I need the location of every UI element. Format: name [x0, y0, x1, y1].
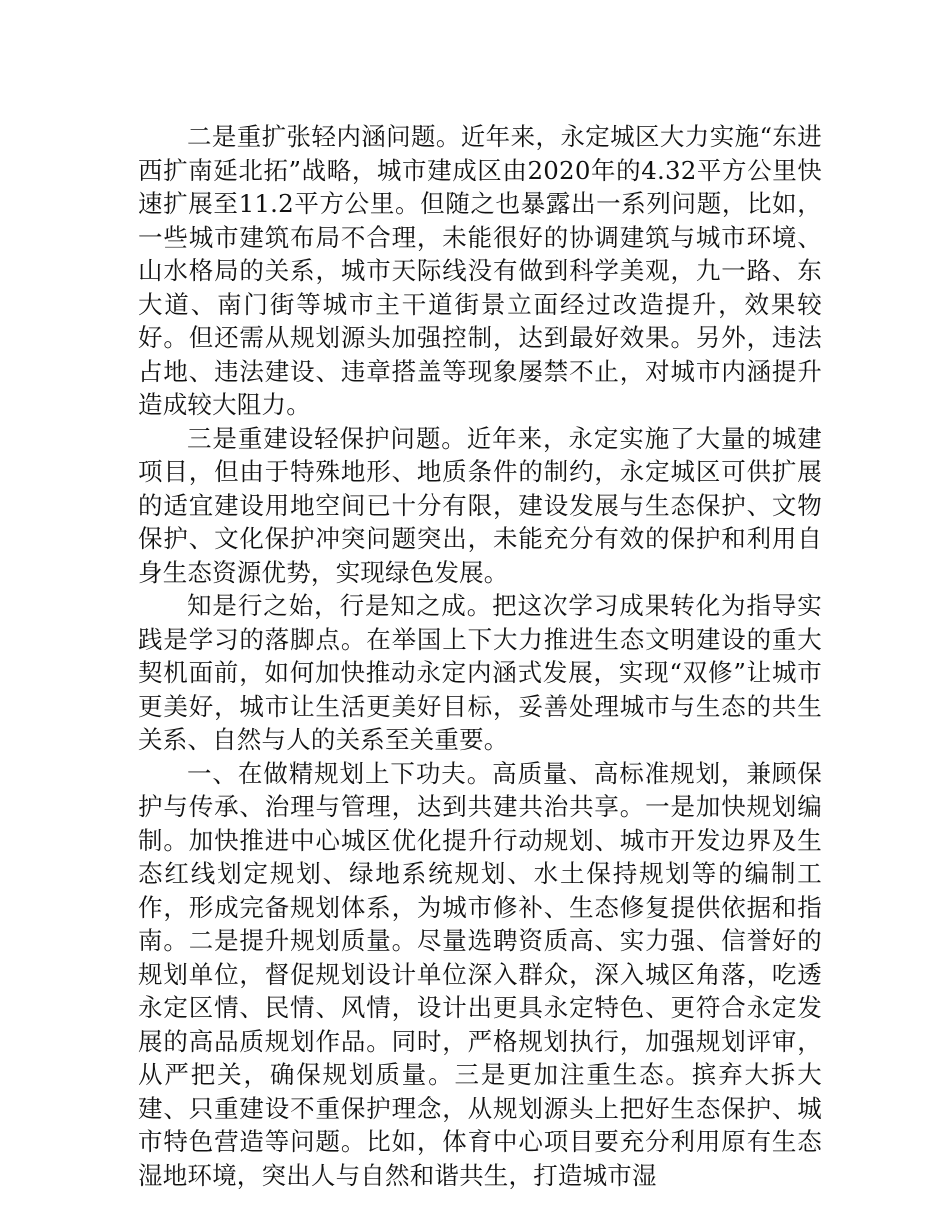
paragraph-expansion-vs-connotation: 二是重扩张轻内涵问题。近年来，永定城区大力实施“东进西扩南延北拓”战略，城市建成区由2020年的4.32平方公里快速扩展至11.2平方公里。但随之也暴露出一系列问题，比如，一些城市建筑布局不合理，未能很好的协调建筑与城市环境、山水格局的关系，城市天际线没有做到科学美观，九一路、东大道、南门街等城市主干道街景立面经过改造提升，效果较好。但还需从规划源头加强控制，达到最好效果。另外，违法占地、违法建设、违章搭盖等现象屡禁不止，对城市内涵提升造成较大阻力。	[138, 122, 822, 419]
paragraph-refined-planning: 一、在做精规划上下功夫。高质量、高标准规划，兼顾保护与传承、治理与管理，达到共建共治共享。一是加快规划编制。加快推进中心城区优化提升行动规划、城市开发边界及生态红线划定规划、绿地系统规划、水土保持规划等的编制工作，形成完备规划体系，为城市修补、生态修复提供依据和指南。二是提升规划质量。尽量选聘资质高、实力强、信誉好的规划单位，督促规划设计单位深入群众，深入城区角落，吃透永定区情、民情、风情，设计出更具永定特色、更符合永定发展的高品质规划作品。同时，严格规划执行，加强规划评审，从严把关，确保规划质量。三是更加注重生态。摈弃大拆大建、只重建设不重保护理念，从规划源头上把好生态保护、城市特色营造等问题。比如，体育中心项目要充分利用原有生态湿地环境，突出人与自然和谐共生，打造城市湿	[138, 758, 822, 1190]
paragraph-construction-vs-protection: 三是重建设轻保护问题。近年来，永定实施了大量的城建项目，但由于特殊地形、地质条件的制约，永定城区可供扩展的适宜建设用地空间已十分有限，建设发展与生态保护、文物保护、文化保护冲突问题突出，未能充分有效的保护和利用自身生态资源优势，实现绿色发展。	[138, 423, 822, 587]
document-body	[138, 120, 822, 1192]
paragraph-knowledge-and-action: 知是行之始，行是知之成。把这次学习成果转化为指导实践是学习的落脚点。在举国上下大力推进生态文明建设的重大契机面前，如何加快推动永定内涵式发展，实现“双修”让城市更美好，城市让生活更美好目标，妥善处理城市与生态的共生关系、自然与人的关系至关重要。	[138, 591, 822, 754]
